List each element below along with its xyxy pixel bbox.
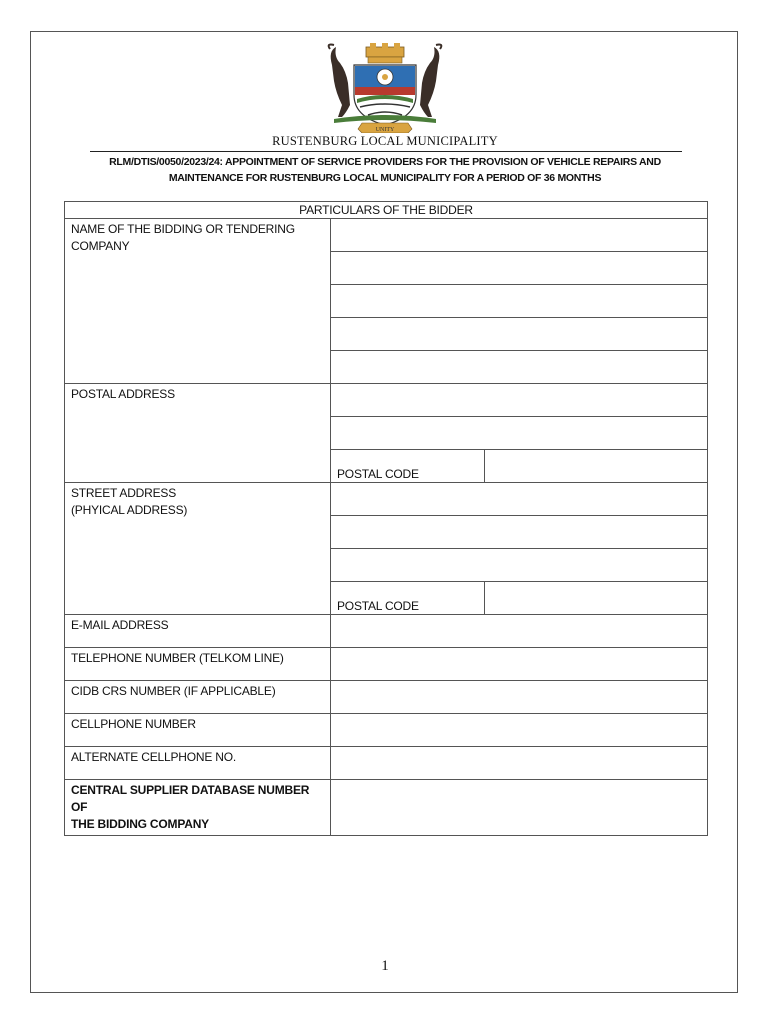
company-name-field-2[interactable] — [331, 252, 708, 285]
cellphone-field[interactable] — [331, 714, 708, 747]
csd-field[interactable] — [331, 780, 708, 836]
street-address-field-2[interactable] — [331, 516, 708, 549]
cellphone-label: CELLPHONE NUMBER — [65, 714, 331, 747]
csd-label: CENTRAL SUPPLIER DATABASE NUMBER OF THE BIDDING COMPANY — [65, 780, 331, 836]
street-postal-code-field[interactable] — [485, 582, 707, 614]
company-name-field-5[interactable] — [331, 351, 708, 384]
postal-code-row — [331, 450, 708, 483]
cidb-field[interactable] — [331, 681, 708, 714]
bidder-particulars-table — [64, 201, 708, 836]
email-field[interactable] — [331, 615, 708, 648]
telephone-label: TELEPHONE NUMBER (TELKOM LINE) — [65, 648, 331, 681]
postal-address-field-2[interactable] — [331, 417, 708, 450]
company-name-label: NAME OF THE BIDDING OR TENDERING COMPANY — [65, 219, 331, 384]
organization-name: RUSTENBURG LOCAL MUNICIPALITY — [272, 134, 498, 148]
alt-cellphone-label: ALTERNATE CELLPHONE NO. — [65, 747, 331, 780]
postal-address-field-1[interactable] — [331, 384, 708, 417]
street-address-field-3[interactable] — [331, 549, 708, 582]
company-name-field-3[interactable] — [331, 285, 708, 318]
postal-code-field[interactable] — [485, 450, 707, 482]
street-postal-code-label: POSTAL CODE — [331, 582, 485, 614]
tender-title-line-2: MAINTENANCE FOR RUSTENBURG LOCAL MUNICIPALITY FOR A PERIOD OF 36 MONTHS — [168, 172, 602, 184]
street-address-label: STREET ADDRESS (PHYICAL ADDRESS) — [65, 483, 331, 615]
company-name-field-1[interactable] — [331, 219, 708, 252]
email-label: E-MAIL ADDRESS — [65, 615, 331, 648]
tender-title — [80, 154, 690, 186]
page-number: 1 — [381, 958, 389, 974]
title-divider — [90, 151, 682, 152]
postal-code-label: POSTAL CODE — [331, 450, 485, 482]
telephone-field[interactable] — [331, 648, 708, 681]
street-postal-code-row — [331, 582, 708, 615]
street-address-field-1[interactable] — [331, 483, 708, 516]
cidb-label: CIDB CRS NUMBER (IF APPLICABLE) — [65, 681, 331, 714]
section-header: PARTICULARS OF THE BIDDER — [65, 202, 708, 219]
municipal-crest-logo — [324, 43, 446, 133]
alt-cellphone-field[interactable] — [331, 747, 708, 780]
postal-address-label: POSTAL ADDRESS — [65, 384, 331, 483]
tender-title-line-1: RLM/DTIS/0050/2023/24: APPOINTMENT OF SERVICE PROVIDERS FOR THE PROVISION OF VEHICLE REPAIRS AND — [109, 156, 661, 168]
company-name-field-4[interactable] — [331, 318, 708, 351]
crest-motto: UNITY — [375, 127, 395, 133]
